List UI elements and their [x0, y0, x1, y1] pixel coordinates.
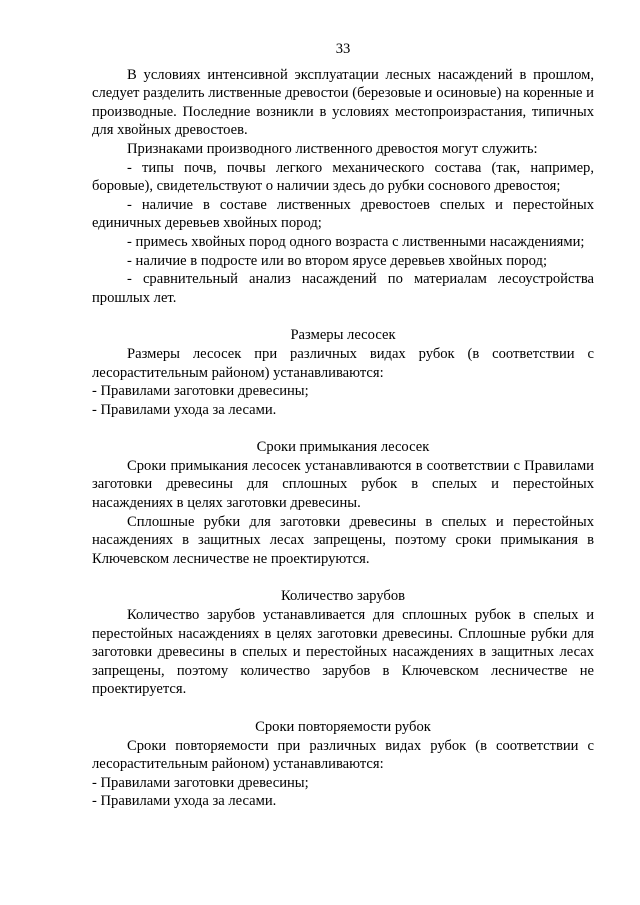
list-item: - наличие в составе лиственных древостоев спелых и перестойных единичных деревьев хвойных пород; [92, 196, 594, 232]
section-heading-repeat-terms: Сроки повторяемости рубок [255, 719, 431, 735]
section-heading-number-of-cuts: Количество зарубов [280, 588, 406, 605]
list-item: - Правилами заготовки древесины; [92, 774, 309, 791]
section-paragraph: Сроки примыкания лесосек устанавливаются в соответствии с Правилами заготовки древесины для сплошных рубок в спелых и перестойных насаждениях в целях заготовки древесины. [92, 457, 594, 512]
list-item: - примесь хвойных пород одного возраста с лиственными насаждениями; [127, 233, 585, 250]
list-item: - Правилами заготовки древесины; [92, 383, 309, 400]
list-item: - наличие в подросте или во втором ярусе деревьев хвойных пород; [127, 252, 548, 269]
list-item: - Правилами ухода за лесами. [92, 401, 277, 418]
list-item: - Правилами ухода за лесами. [92, 793, 277, 810]
section-paragraph: Количество зарубов устанавливается для сплошных рубок в спелых и перестойных насаждениях в целях заготовки древесины. Сплошные рубки для заготовки древесины в спелых и перестойных насаждениях в защитных лесах запрещены, поэтому количество зарубов в Ключевском лесничестве не проектируется. [92, 607, 594, 698]
section-heading-adjacency-terms: Сроки примыкания лесосек [256, 439, 430, 456]
section-paragraph: Размеры лесосек при различных видах рубок (в соответствии с лесорастительным районом) устанавливаются: [92, 345, 594, 381]
page-number: 33 [335, 41, 351, 57]
section-paragraph: Сплошные рубки для заготовки древесины в спелых и перестойных насаждениях в защитных лесах запрещены, поэтому сроки примыкания в Ключевском лесничестве не проектируются. [92, 513, 594, 567]
section-heading-cutting-area-size: Размеры лесосек [290, 327, 396, 344]
document-page [92, 40, 594, 811]
list-item: - типы почв, почвы легкого механического состава (так, например, боровые), свидетельствуют о наличии здесь до рубки соснового древостоя; [92, 159, 594, 195]
section-paragraph: Сроки повторяемости при различных видах рубок (в соответствии с лесорастительным районом) устанавливаются: [92, 737, 594, 773]
list-item: - сравнительный анализ насаждений по материалам лесоустройства прошлых лет. [92, 271, 594, 306]
intro-signs-paragraph: Признаками производного лиственного древостоя могут служить: [127, 140, 538, 157]
intro-paragraph: В условиях интенсивной эксплуатации лесных насаждений в прошлом, следует разделить лиственные древостои (березовые и осиновые) на коренные и производные. Последние возникли в условиях местопроизрастания, типичных для хвойных древостоев. [92, 66, 594, 139]
